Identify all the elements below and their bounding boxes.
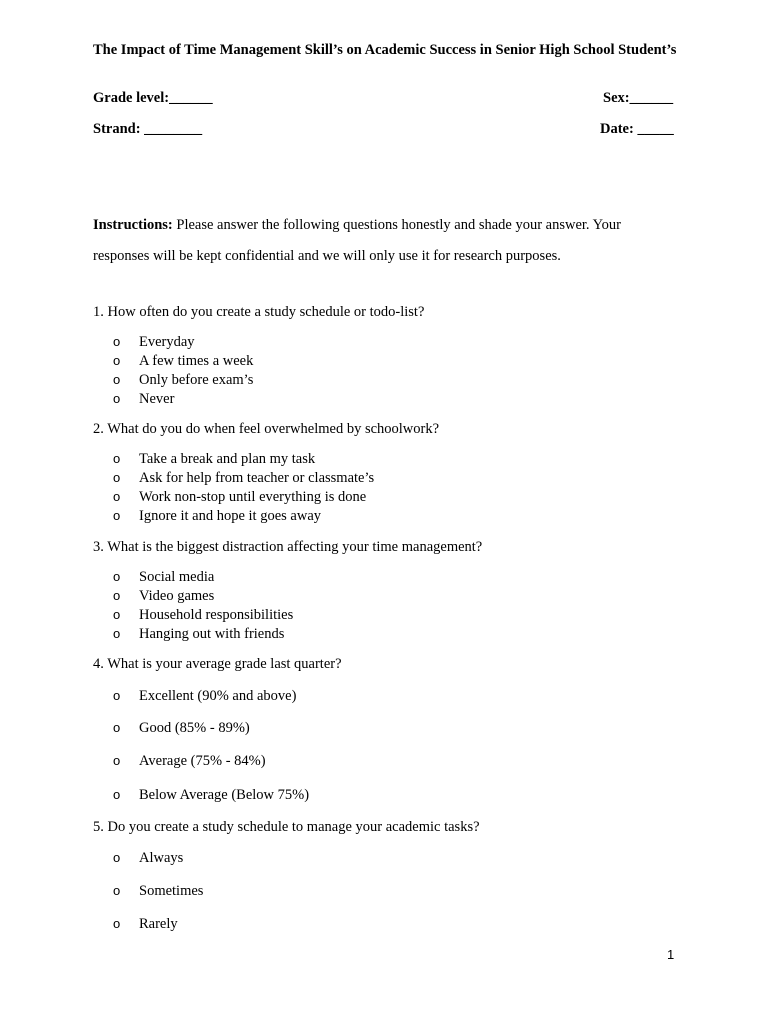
- option-bullet-icon: o: [113, 489, 121, 504]
- option-bullet-icon: o: [113, 588, 121, 603]
- option-label: Everyday: [139, 334, 195, 350]
- option-5c[interactable]: [113, 916, 178, 933]
- option-label: Below Average (Below 75%): [139, 787, 310, 803]
- option-label: Never: [139, 391, 175, 407]
- option-3b[interactable]: [113, 588, 214, 605]
- option-label: Social media: [139, 569, 215, 585]
- option-bullet-icon: o: [113, 451, 121, 466]
- option-label: Take a break and plan my task: [139, 451, 316, 467]
- instructions-label: Instructions:: [93, 217, 173, 233]
- option-label: Hanging out with friends: [139, 626, 285, 642]
- question-1: 1. How often do you create a study schedule or todo-list?: [93, 304, 425, 320]
- option-bullet-icon: o: [113, 850, 121, 865]
- question-2: 2. What do you do when feel overwhelmed by schoolwork?: [93, 421, 440, 437]
- option-bullet-icon: o: [113, 353, 121, 368]
- document-title: The Impact of Time Management Skill’s on Academic Success in Senior High School Student’s: [93, 42, 677, 58]
- option-3d[interactable]: [113, 626, 284, 643]
- option-4b[interactable]: [113, 720, 250, 737]
- option-2d[interactable]: [113, 508, 321, 525]
- option-bullet-icon: o: [113, 787, 121, 802]
- strand-field: Strand: ________: [93, 121, 203, 137]
- page-number: 1: [667, 947, 675, 962]
- option-3c[interactable]: [113, 607, 293, 624]
- grade-level-field: Grade level:______: [93, 90, 213, 106]
- option-4d[interactable]: [113, 787, 309, 804]
- option-label: Only before exam’s: [139, 372, 254, 388]
- option-5b[interactable]: [113, 883, 203, 900]
- option-bullet-icon: o: [113, 607, 121, 622]
- option-4c[interactable]: [113, 753, 266, 770]
- option-1b[interactable]: [113, 353, 253, 370]
- option-bullet-icon: o: [113, 334, 121, 349]
- option-label: Ask for help from teacher or classmate’s: [139, 470, 375, 486]
- sex-field: Sex:______: [603, 90, 674, 106]
- option-bullet-icon: o: [113, 883, 121, 898]
- option-label: Household responsibilities: [139, 607, 294, 623]
- option-2c[interactable]: [113, 489, 366, 506]
- option-bullet-icon: o: [113, 372, 121, 387]
- option-label: Sometimes: [139, 883, 204, 899]
- option-label: Always: [139, 850, 184, 866]
- option-label: Rarely: [139, 916, 178, 932]
- option-bullet-icon: o: [113, 753, 121, 768]
- option-2a[interactable]: [113, 451, 315, 468]
- instructions-text: Please answer the following questions honestly and shade your answer. Your responses will be kept confidential and we will only use it for research purposes.: [93, 217, 621, 264]
- option-bullet-icon: o: [113, 626, 121, 641]
- option-label: A few times a week: [139, 353, 254, 369]
- option-label: Video games: [139, 588, 215, 604]
- option-5a[interactable]: [113, 850, 183, 867]
- date-field: Date: _____: [600, 121, 674, 137]
- option-label: Work non-stop until everything is done: [139, 489, 367, 505]
- option-bullet-icon: o: [113, 391, 121, 406]
- option-1a[interactable]: [113, 334, 195, 351]
- option-4a[interactable]: [113, 688, 296, 705]
- option-bullet-icon: o: [113, 470, 121, 485]
- instructions-paragraph: [93, 210, 678, 272]
- option-bullet-icon: o: [113, 688, 121, 703]
- option-label: Good (85% - 89%): [139, 720, 250, 736]
- question-5: 5. Do you create a study schedule to manage your academic tasks?: [93, 819, 480, 835]
- option-label: Excellent (90% and above): [139, 688, 297, 704]
- option-1d[interactable]: [113, 391, 174, 408]
- option-2b[interactable]: [113, 470, 374, 487]
- question-4: 4. What is your average grade last quarter?: [93, 656, 342, 672]
- option-label: Ignore it and hope it goes away: [139, 508, 322, 524]
- option-bullet-icon: o: [113, 508, 121, 523]
- option-bullet-icon: o: [113, 569, 121, 584]
- option-label: Average (75% - 84%): [139, 753, 266, 769]
- option-bullet-icon: o: [113, 916, 121, 931]
- option-bullet-icon: o: [113, 720, 121, 735]
- option-3a[interactable]: [113, 569, 214, 586]
- option-1c[interactable]: [113, 372, 253, 389]
- question-3: 3. What is the biggest distraction affecting your time management?: [93, 539, 483, 555]
